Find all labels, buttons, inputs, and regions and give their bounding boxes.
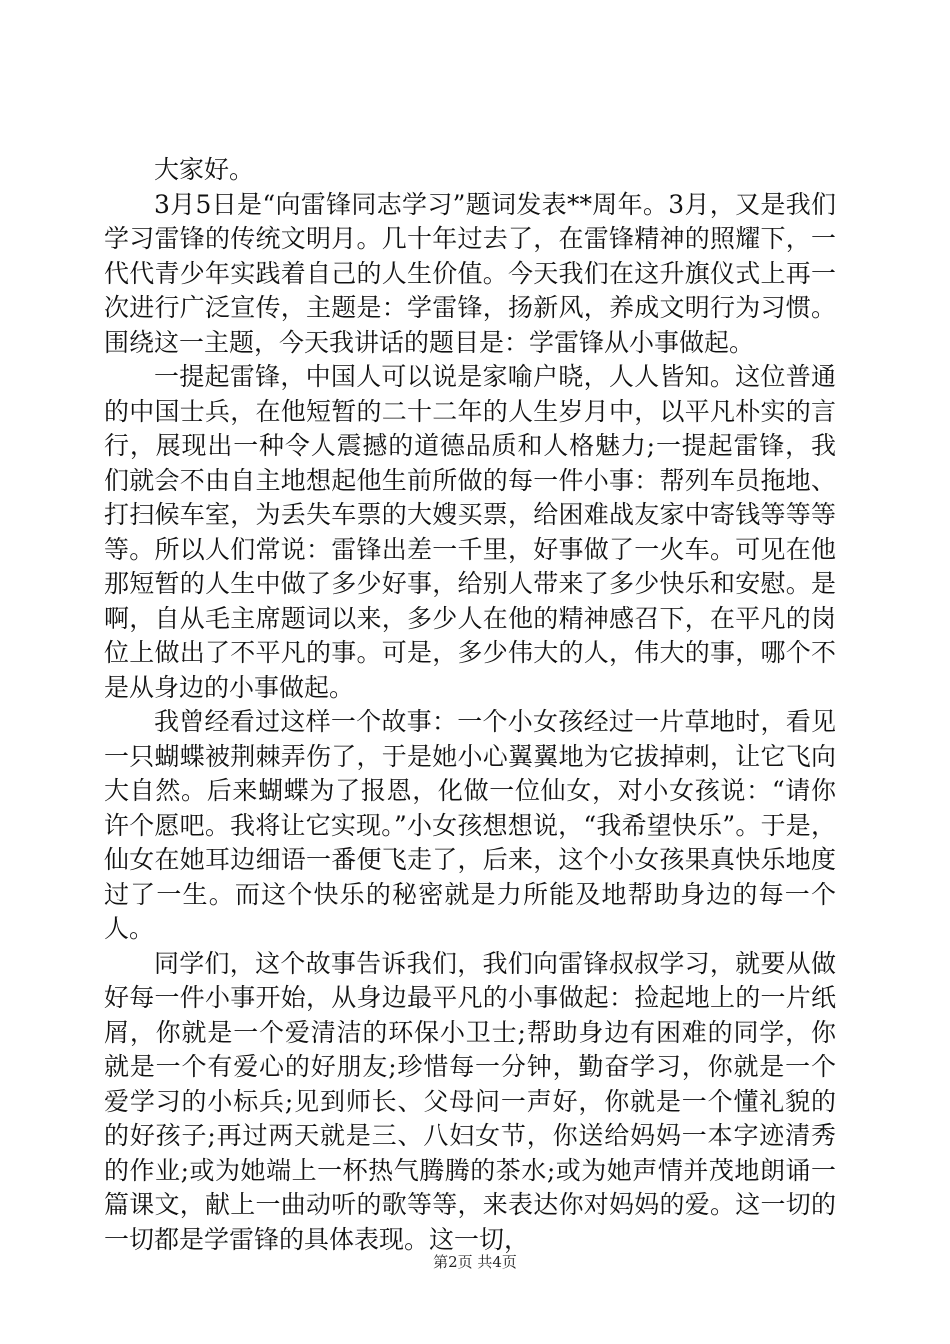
paragraph-1: 3月5日是“向雷锋同志学习”题词发表**周年。3月，又是我们学习雷锋的传统文明月。几十年过去了，在雷锋精神的照耀下，一代代青少年实践着自己的人生价值。今天我们在这升旗仪式上再一次进行广泛宣传，主题是：学雷锋，扬新风，养成文明行为习惯。围绕这一主题，今天我讲话的题目是：学雷锋从小事做起。 xyxy=(104,189,836,357)
paragraph-2: 一提起雷锋，中国人可以说是家喻户晓，人人皆知。这位普通的中国士兵，在他短暂的二十二年的人生岁月中，以平凡朴实的言行，展现出一种令人震撼的道德品质和人格魅力;一提起雷锋，我们就会不由自主地想起他生前所做的每一件小事：帮列车员拖地、打扫候车室，为丢失车票的大嫂买票，给困难战友家中寄钱等等等等。所以人们常说：雷锋出差一千里，好事做了一火车。可见在他那短暂的人生中做了多少好事，给别人带来了多少快乐和安慰。是啊，自从毛主席题词以来，多少人在他的精神感召下，在平凡的岗位上做出了不平凡的事。可是，多少伟大的人，伟大的事，哪个不是从身边的小事做起。 xyxy=(104,362,836,702)
paragraph-4: 同学们，这个故事告诉我们，我们向雷锋叔叔学习，就要从做好每一件小事开始，从身边最平凡的小事做起：捡起地上的一片纸屑，你就是一个爱清洁的环保小卫士;帮助身边有困难的同学，你就是一个有爱心的好朋友;珍惜每一分钟，勤奋学习，你就是一个爱学习的小标兵;见到师长、父母问一声好，你就是一个懂礼貌的的好孩子;再过两天就是三、八妇女节，你送给妈妈一本字迹清秀的作业;或为她端上一杯热气腾腾的茶水;或为她声情并茂地朗诵一篇课文，献上一曲动听的歌等等，来表达你对妈妈的爱。这一切的一切都是学雷锋的具体表现。这一切， xyxy=(104,948,836,1254)
page-footer: 第2页 共4页 xyxy=(433,1253,517,1271)
document-body xyxy=(104,153,836,1257)
greeting-line: 大家好。 xyxy=(154,155,255,184)
paragraph-3: 我曾经看过这样一个故事：一个小女孩经过一片草地时，看见一只蝴蝶被荆棘弄伤了，于是她小心翼翼地为它拔掉刺，让它飞向大自然。后来蝴蝶为了报恩，化做一位仙女，对小女孩说：“请你许个愿吧。我将让它实现。”小女孩想想说，“我希望快乐”。于是，仙女在她耳边细语一番便飞走了，后来，这个小女孩果真快乐地度过了一生。而这个快乐的秘密就是力所能及地帮助身边的每一个人。 xyxy=(104,707,836,943)
